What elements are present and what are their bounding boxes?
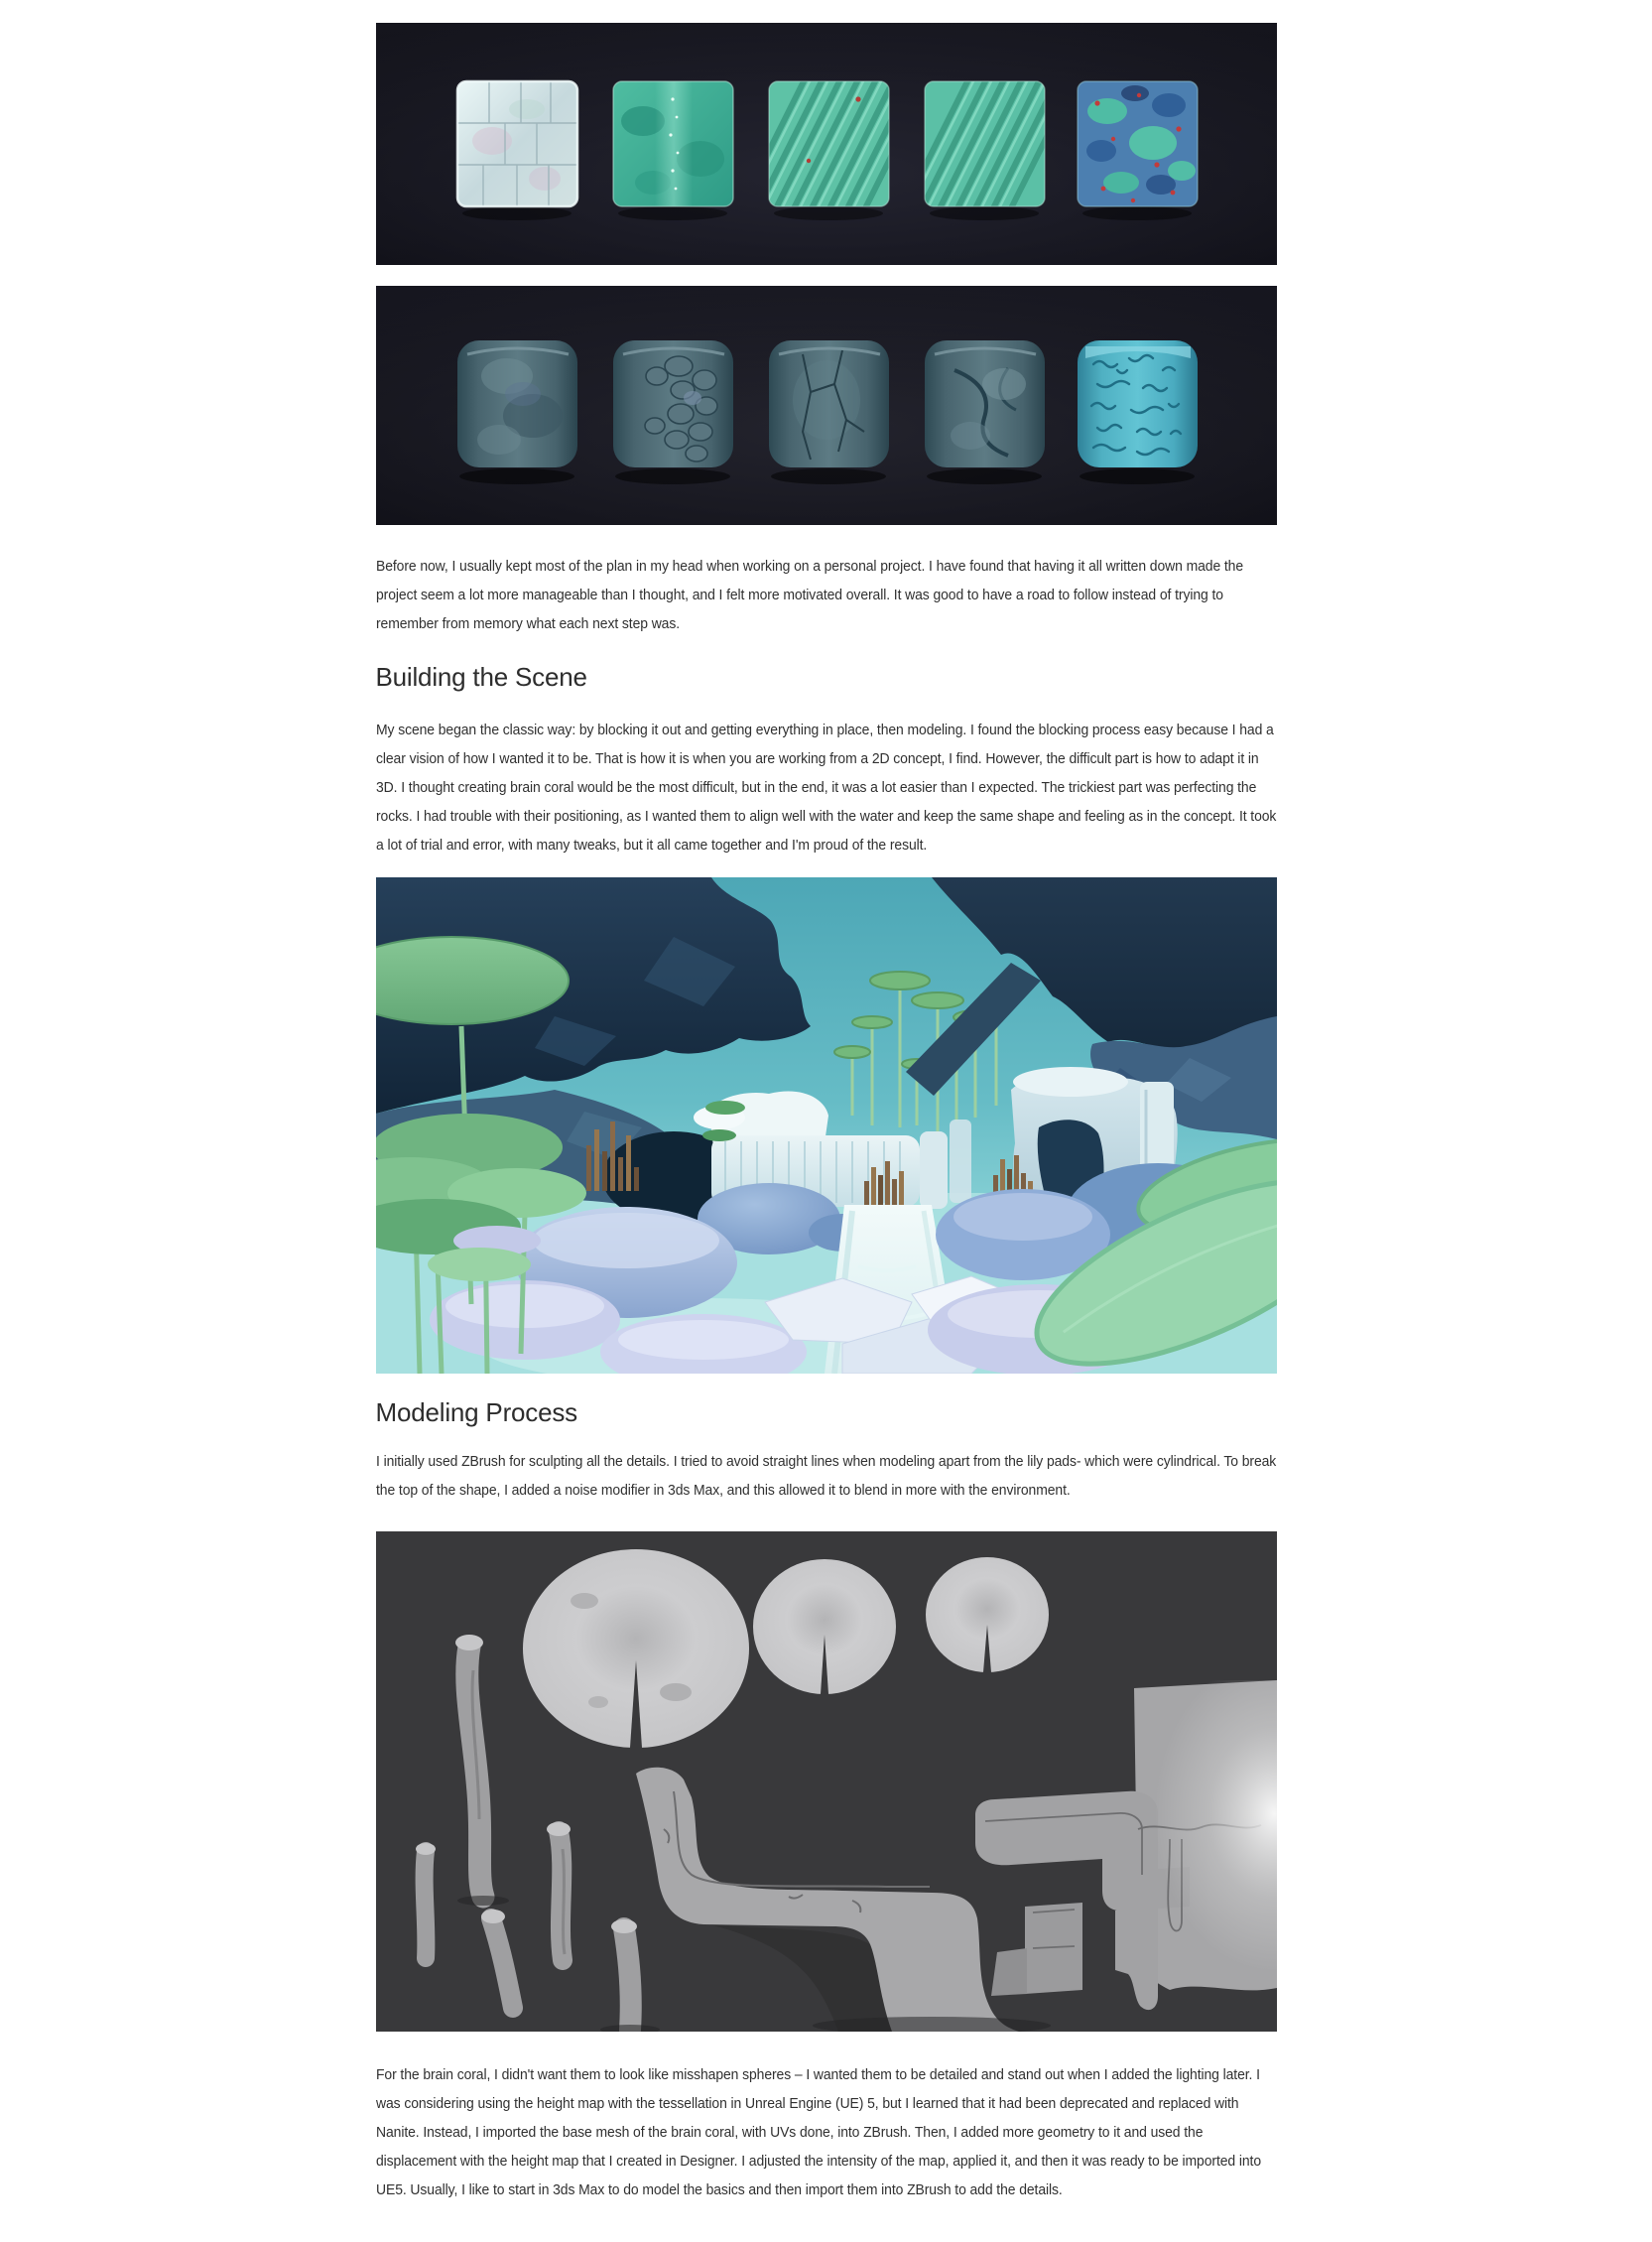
cylinder-cracked-rock xyxy=(769,340,889,467)
paragraph-modeling: I initially used ZBrush for sculpting all the details. I tried to avoid straight lines when modeling apart from the lily pads- which were cylindrical. To break the top of the shape, I added a noise modifier in 3ds Max, and this allowed it to blend in more with the environment. xyxy=(375,1453,1276,1499)
angular-structure-sculpt xyxy=(975,1680,1277,2032)
blockout-scene-image xyxy=(376,877,1277,1374)
heading-building-the-scene: Building the Scene xyxy=(375,662,587,692)
paragraph-planning: Before now, I usually kept most of the plan in my head when working on a personal project. I have found that having it all written down made the project seem a lot more manageable than I thought, and I felt more motivated overall. It was good to have a road to follow instead of trying to remember from memory what each next step was. xyxy=(375,558,1243,632)
texture-cylinders-image xyxy=(376,286,1277,525)
cylinder-rough-rock xyxy=(457,340,577,467)
texture-cylinders-illustration xyxy=(376,286,1277,525)
tile-pale-bricks xyxy=(457,81,577,206)
heading-modeling-process: Modeling Process xyxy=(375,1397,577,1427)
zbrush-sculpts-image xyxy=(376,1531,1277,2032)
paragraph-brain-coral: For the brain coral, I didn't want them to look like misshapen spheres – I wanted them to be detailed and stand out when I added the lighting later. I was considering using the height map with the tessellation in Unreal Engine (UE) 5, but I learned that it had been deprecated and replaced with Nanite. Instead, I imported the base mesh of the brain coral, with UVs done, into ZBrush. Then, I added more geometry to it and used the displacement with the height map that I created in Designer. I adjusted the intensity of the map, applied it, and then it was ready to be imported into UE5. Usually, I like to start in 3ds Max to do model the basics and then import them into ZBrush to add the details. xyxy=(375,2066,1261,2198)
cylinder-brain-coral xyxy=(1078,340,1198,467)
texture-tiles-image xyxy=(376,23,1277,265)
zbrush-sculpts-illustration xyxy=(376,1531,1277,2032)
cylinder-pebbled-rock xyxy=(613,340,733,467)
article-content xyxy=(376,0,1277,2204)
tile-teal-seam xyxy=(613,81,733,206)
tile-mottled-coral xyxy=(1078,81,1198,206)
cylinder-chunky-rock xyxy=(925,340,1045,467)
blockout-scene-illustration xyxy=(376,877,1277,1374)
paragraph-scene-blocking: My scene began the classic way: by blocking it out and getting everything in place, then modeling. I found the blocking process easy because I had a clear vision of how I wanted it to be. That is how it is when you are working from a 2D concept, I find. However, the difficult part is how to adapt it in 3D. I thought creating brain coral would be the most difficult, but in the end, it was a lot easier than I expected. The trickiest part was perfecting the rocks. I had trouble with their positioning, as I wanted them to align well with the water and keep the same shape and feeling as in the concept. It took a lot of trial and error, with many tweaks, but it all came together and I'm proud of the result. xyxy=(375,722,1276,854)
texture-tiles-illustration xyxy=(376,23,1277,265)
